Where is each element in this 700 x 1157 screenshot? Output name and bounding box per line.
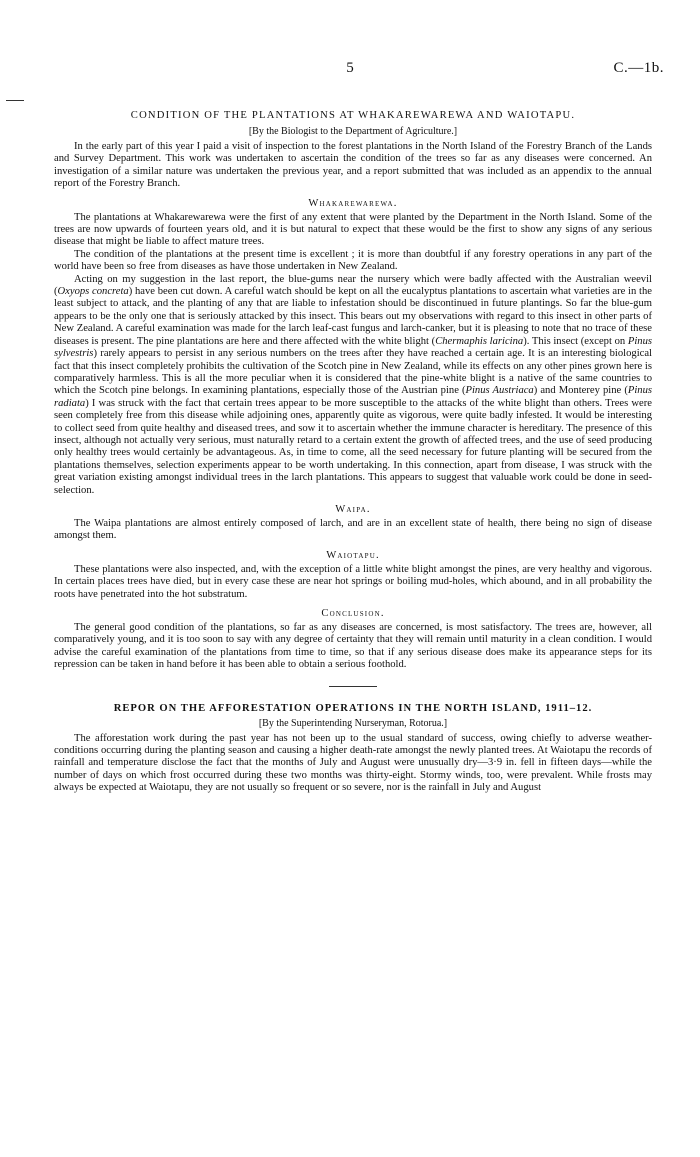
margin-rule <box>6 100 24 101</box>
species-name: Chermaphis laricina <box>435 335 524 347</box>
species-name: Pinus sylvestris <box>54 335 652 360</box>
text-run: ) have been cut down. A careful watch should be kept on all the eucalyptus plantations to ascertain what varieties are in the least subject to attack, and the planting of any that are liable to infestation should be discontinued in future plantings. So far the blue-gum appears to be the only one that is seriously attacked by this insect. This bears out my observations with regard to this insect in other parts of New Zealand. A careful examination was made for the larch leaf-cast fungus and larch-canker, but it is pleasing to note that no trace of these diseases is present. The pine plantations are here and there affected with the white blight ( <box>54 286 652 347</box>
conclusion-paragraph: The general good condition of the plantations, so far as any diseases are concerned, is most satisfactory. The trees are, however, all comparatively young, and it is too soon to say with any degree of certainty that they will remain until maturity in a clean condition. I would advise the careful examination of the plantations from time to time, so that if any serious disease does make its appearance steps for its repression can be taken in hand before it has been able to obtain a serious foothold. <box>54 622 652 671</box>
intro-paragraph: In the early part of this year I paid a visit of inspection to the forest plantations in the North Island of the Forestry Branch of the Lands and Survey Department. This work was undertaken to ascertain the condition of the trees so far as any diseases were concerned. An investigation of a similar nature was undertaken the previous year, and a report submitted that was included as an appendix to the annual report of the Forestry Branch. <box>54 141 652 190</box>
subheading-waipa: Waipa. <box>335 503 371 515</box>
species-name: Pinus radiata <box>54 385 652 409</box>
section-byline-nurseryman: [By the Superintending Nurseryman, Rotorua.] <box>258 717 448 729</box>
subheading-whakarewarewa: Whakarewarewa. <box>308 197 398 209</box>
waipa-paragraph: The Waipa plantations are almost entirely composed of larch, and are in an excellent state of health, there being no sign of disease amongst them. <box>54 517 652 542</box>
document-reference: C.—1b. <box>613 60 664 76</box>
text-run: ). This insect (except on <box>523 335 628 347</box>
page-number: 5 <box>346 60 354 76</box>
section-title-plantations: CONDITION OF THE PLANTATIONS AT WHAKAREWAREWA AND WAIOTAPU. <box>130 110 576 121</box>
text-run: ) and Monterey pine ( <box>533 385 628 397</box>
page-content <box>54 110 652 795</box>
whakarewarewa-paragraph-3 <box>54 274 652 497</box>
subheading-conclusion: Conclusion. <box>321 608 385 619</box>
waiotapu-paragraph: These plantations were also inspected, and, with the exception of a little white blight amongst the pines, are very healthy and vigorous. In certain places trees have died, but in every case these are near hot springs or boiling mud-holes, which abound, and in all probability the roots have penetrated into the hot substratum. <box>54 563 652 600</box>
subheading-waiotapu: Waiotapu. <box>326 549 380 561</box>
species-name: Pinus Austriaca <box>465 385 534 397</box>
text-run: ) I was struck with the fact that certain trees appear to be more susceptible to the attacks of the white blight than others. Trees were seen completely free from this disease while adjoining ones, apparently quite as vigorous, were quite badly infested. It would be interesting to collect seed from quite healthy and diseased trees, and sow it to ascertain whether the immune character is hereditary. The presence of this insect, although not actually very serious, must naturally retard to a certain extent the growth of affected trees, and the use of seed producing only healthy trees would certainly be advantageous. As, in time to come, all the seed necessary for future planting will be secured from the plantations themselves, selection experiments appear to be worth undertaking. In this connection, apart from disease, I was struck with the great variation existing amongst individual trees in the larch plantations. This appears to suggest that valuable work could be done in seed-selection. <box>54 397 652 496</box>
text-run: ) rarely appears to persist in any serious numbers on the trees after they have reached a certain age. It is an interesting biological fact that this insect completely prohibits the cultivation of the Scotch pine in New Zealand, while its effects on any other pines grown here is comparatively harmless. This is all the more peculiar when it is considered that the pine-white blight is a native of the same countries to which the Scotch pine belongs. In examining plantations, especially those of the Austrian pine ( <box>54 348 652 397</box>
species-name: Oxyops concreta <box>57 286 129 298</box>
section-separator <box>329 686 377 687</box>
whakarewarewa-paragraph-1: The plantations at Whakarewarewa were the first of any extent that were planted by the Department in the North Island. Some of the trees are now upwards of fourteen years old, and it is but natural to expect that these would be the first to show any signs of any serious disease that might be liable to affect mature trees. <box>54 211 652 248</box>
section-title-afforestation: REPOR ON THE AFFORESTATION OPERATIONS IN THE NORTH ISLAND, 1911–12. <box>113 702 593 714</box>
afforestation-paragraph-1: The afforestation work during the past year has not been up to the usual standard of success, owing chiefly to adverse weather-conditions occurring during the planting season and causing a higher death-rate amongst the newly planted trees. At Waiotapu the records of rainfall and temperature disclose the fact that the months of July and August were unusually dry—3·9 in. fell in fifteen days—while the number of days on which frost occurred during these two months was thirty-eight. Stormy winds, too, were prevalent. While frosts may always be expected at Waiotapu, they are not usually so frequent or so severe, nor is the rainfall in July and August <box>54 732 652 794</box>
section-byline-biologist: [By the Biologist to the Department of Agriculture.] <box>248 126 458 137</box>
whakarewarewa-paragraph-2: The condition of the plantations at the present time is excellent ; it is more than doubtful if any forestry operations in any part of the world have been so free from diseases as have those undertaken in New Zealand. <box>54 248 652 273</box>
text-run: Acting on my suggestion in the last report, the blue-gums near the nursery which were badly affected with the Australian weevil ( <box>54 273 652 298</box>
